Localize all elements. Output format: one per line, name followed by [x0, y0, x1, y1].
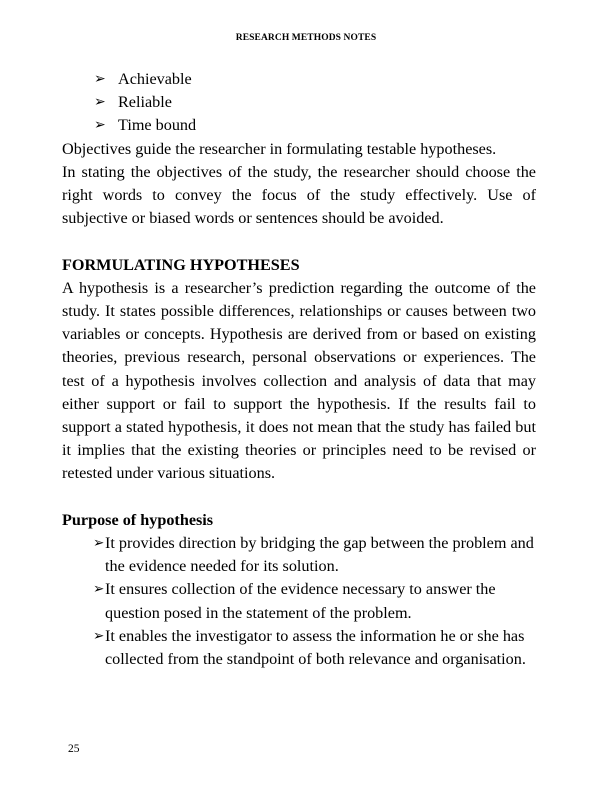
- page-number: 25: [68, 743, 80, 755]
- arrow-bullet-icon: ➢: [94, 94, 106, 111]
- list-item: [62, 68, 536, 91]
- list-item-label: Time bound: [118, 116, 197, 135]
- list-item-label: Achievable: [118, 70, 192, 88]
- list-item-label: It provides direction by bridging the gap between the problem and the evidence needed for its solution.: [105, 534, 534, 576]
- paragraph-stating-objectives: In stating the objectives of the study, the researcher should choose the right words to convey the focus of the study effectively. Use of subjective or biased words or sentences should be avoided.: [62, 162, 536, 228]
- running-header: RESEARCH METHODS NOTES: [235, 33, 377, 43]
- list-item: [62, 91, 536, 114]
- section-heading-formulating-hypotheses: FORMULATING HYPOTHESES: [62, 255, 300, 274]
- section-heading-purpose-of-hypothesis: Purpose of hypothesis: [62, 510, 214, 529]
- paragraph-spacer: [62, 230, 536, 253]
- list-item-label: It ensures collection of the evidence necessary to answer the question posed in the statement of the problem.: [105, 580, 496, 622]
- arrow-bullet-icon: ➢: [94, 71, 106, 87]
- paragraph-spacer: [62, 486, 536, 509]
- list-item-label: Reliable: [118, 93, 172, 112]
- list-item: [62, 578, 536, 624]
- objectives-criteria-list: [62, 68, 536, 138]
- body-text-column: [62, 68, 536, 671]
- arrow-bullet-icon: ➢: [93, 627, 105, 644]
- list-item: [62, 625, 536, 671]
- purpose-of-hypothesis-list: [62, 532, 536, 671]
- arrow-bullet-icon: ➢: [93, 535, 105, 552]
- list-item-label: It enables the investigator to assess the information he or she has collected from the standpoint of both relevance and organisation.: [105, 626, 526, 669]
- arrow-bullet-icon: ➢: [93, 581, 105, 598]
- paragraph-objectives-guide: Objectives guide the researcher in formulating testable hypotheses.: [62, 139, 497, 158]
- paragraph-hypothesis-definition: A hypothesis is a researcher’s prediction regarding the outcome of the study. It states possible differences, relationships or causes between two variables or concepts. Hypothesis are derived from or based on existing theories, previous research, personal observations or experiences. The test of a hypothesis involves collection and analysis of data that may either support or fail to support the hypothesis. If the results fail to support a stated hypothesis, it does not mean that the study has failed but it implies that the existing theories or principles need to be revised or retested under various situations.: [62, 278, 536, 483]
- list-item: [62, 114, 536, 137]
- arrow-bullet-icon: ➢: [94, 117, 106, 134]
- list-item: [62, 532, 536, 578]
